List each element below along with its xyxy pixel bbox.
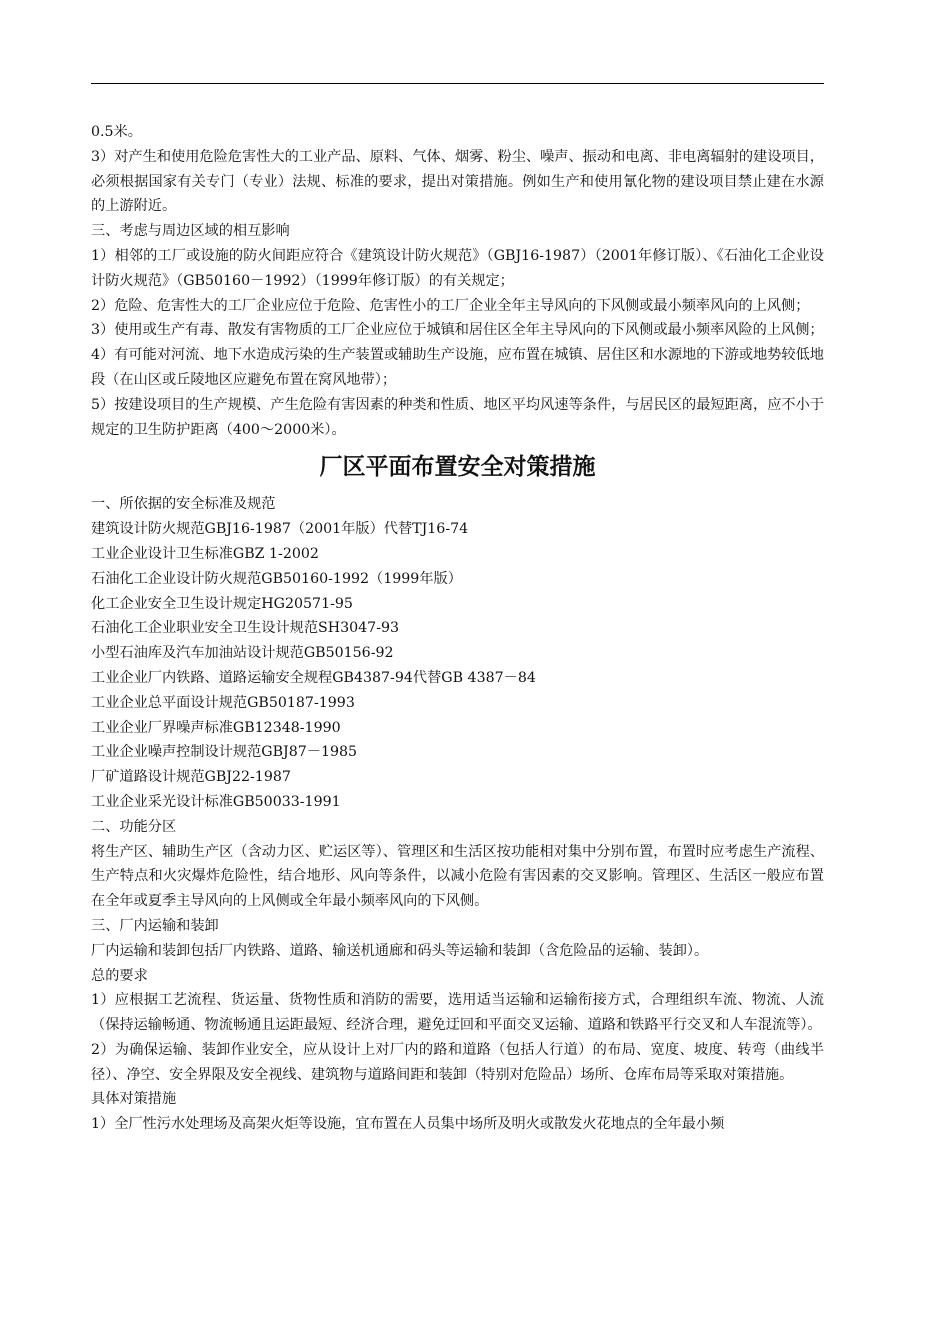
document-body [91,120,824,1137]
standard-item: 工业企业采光设计标准GB50033-1991 [91,793,341,810]
paragraph: 4）有可能对河流、地下水造成污染的生产装置或辅助生产设施，应布置在城镇、居住区和水源地的下游或地势较低地段（在山区或丘陵地区应避免布置在窝风地带）； [91,347,824,388]
paragraph: 厂内运输和装卸包括厂内铁路、道路、输送机通廊和码头等运输和装卸（含危险品的运输、装卸）。 [91,942,709,959]
paragraph: 3）使用或生产有毒、散发有害物质的工厂企业应位于城镇和居住区全年主导风向的下风侧或最小频率风险的上风侧； [91,322,824,339]
section-heading: 二、功能分区 [91,818,177,835]
subheading: 具体对策措施 [91,1091,177,1108]
standard-item: 厂矿道路设计规范GBJ22-1987 [91,769,291,786]
paragraph: 0.5米。 [91,124,142,140]
paragraph: 5）按建设项目的生产规模、产生危险有害因素的种类和性质、地区平均风速等条件，与居民区的最短距离，应不小于规定的卫生防护距离（400～2000米）。 [91,396,824,438]
standard-item: 建筑设计防火规范GBJ16-1987（2001年版）代替TJ16-74 [91,521,469,538]
standard-item: 小型石油库及汽车加油站设计规范GB50156-92 [91,645,394,662]
standard-item: 工业企业厂界噪声标准GB12348-1990 [91,719,341,736]
paragraph: 2）危险、危害性大的工厂企业应位于危险、危害性小的工厂企业全年主导风向的下风侧或最小频率风向的上风侧； [91,297,810,314]
paragraph: 3）对产生和使用危险危害性大的工业产品、原料、气体、烟雾、粉尘、噪声、振动和电离、非电离辐射的建设项目，必须根据国家有关专门（专业）法规、标准的要求，提出对策措施。例如生产和使用氰化物的建设项目禁止建在水源的上游附近。 [91,148,824,215]
standard-item: 工业企业总平面设计规范GB50187-1993 [91,694,355,711]
section-heading: 一、所依据的安全标准及规范 [91,496,276,513]
standard-item: 石油化工企业设计防火规范GB50160-1992（1999年版） [91,570,462,587]
standard-item: 工业企业噪声控制设计规范GBJ87－1985 [91,744,358,761]
header-rule [91,83,824,84]
paragraph: 1）全厂性污水处理场及高架火炬等设施，宜布置在人员集中场所及明火或散发火花地点的全年最小频 [91,1116,725,1133]
paragraph: 1）相邻的工厂或设施的防火间距应符合《建筑设计防火规范》（GBJ16-1987）（2001年修订版）、《石油化工企业设计防火规范》（GB50160－1992）（1999年修订版）的有关规定； [91,247,824,289]
section-heading: 三、考虑与周边区域的相互影响 [91,223,290,240]
paragraph: 将生产区、辅助生产区（含动力区、贮运区等）、管理区和生活区按功能相对集中分别布置，布置时应考虑生产流程、生产特点和火灾爆炸危险性，结合地形、风向等条件，以减小危险有害因素的交叉影响。管理区、生活区一般应布置在全年或夏季主导风向的上风侧或全年最小频率风向的下风侧。 [91,843,824,910]
section-heading: 三、厂内运输和装卸 [91,917,219,934]
paragraph: 1）应根据工艺流程、货运量、货物性质和消防的需要，选用适当运输和运输衔接方式，合理组织车流、物流、人流（保持运输畅通、物流畅通且运距最短、经济合理，避免迂回和平面交叉运输、道路和铁路平行交叉和人车混流等）。 [91,992,824,1034]
standard-item: 工业企业设计卫生标准GBZ 1-2002 [91,545,319,562]
section-title: 厂区平面布置安全对策措施 [319,454,596,481]
standard-item: 工业企业厂内铁路、道路运输安全规程GB4387-94代替GB 4387－84 [91,669,536,686]
paragraph: 2）为确保运输、装卸作业安全，应从设计上对厂内的路和道路（包括人行道）的布局、宽度、坡度、转弯（曲线半径）、净空、安全界限及安全视线、建筑物与道路间距和装卸（特别对危险品）场所、仓库布局等采取对策措施。 [91,1041,824,1083]
standard-item: 化工企业安全卫生设计规定HG20571-95 [91,595,353,612]
standard-item: 石油化工企业职业安全卫生设计规范SH3047-93 [91,620,400,637]
subheading: 总的要求 [91,967,148,984]
